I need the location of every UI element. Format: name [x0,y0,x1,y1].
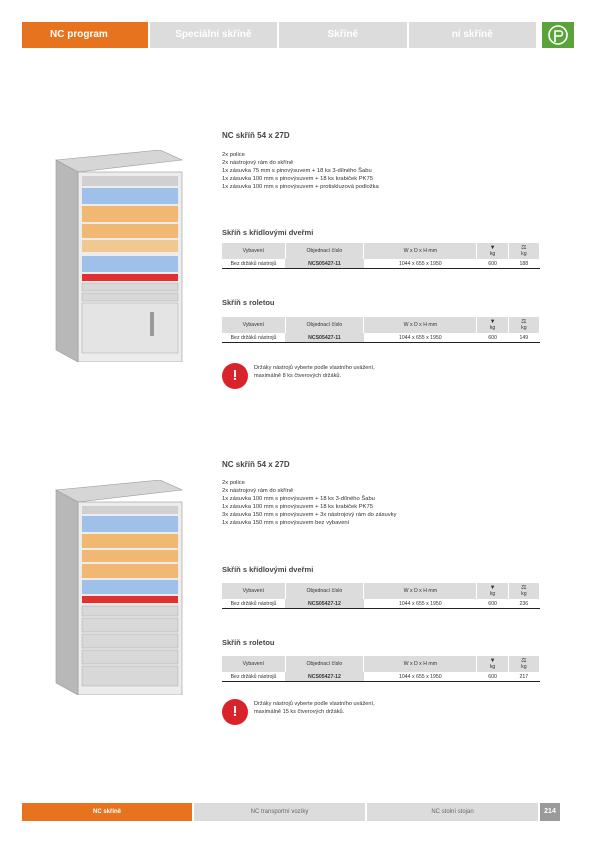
cell-equipment: Bez držáků nástrojů [222,259,285,269]
col-load: ▼ kg [477,583,508,599]
weight-icon: ⚖ [521,245,527,251]
table-title: Skříň s roletou [222,638,275,647]
table-title: Skříň s roletou [222,298,275,307]
warning-icon: ! [222,363,248,389]
cell-dimensions: 1044 x 655 x 1950 [364,599,477,609]
cell-order-number: NCS05427-12 [285,599,364,609]
table-row [222,599,540,609]
col-order-number: Objednací číslo [285,656,364,672]
note-line: Držáky nástrojů vyberte podle vlastního uvážení, [254,701,375,707]
section-2-description [222,479,396,527]
note-line: maximálně 8 ks čtverových držáků. [254,372,342,379]
product-table [222,317,540,343]
section-1-description [222,151,379,191]
product-table [222,243,540,269]
cell-dimensions: 1044 x 655 x 1950 [364,672,477,682]
brand-logo-icon [542,22,574,48]
col-weight: ⚖ kg [508,317,539,333]
warning-icon: ! [222,699,248,725]
col-equipment: Vybavení [222,656,285,672]
col-weight: ⚖ kg [508,656,539,672]
desc-line: 1x zásuvka 100 mm s pinovýsuvem + 18 ks krabiček PK75 [222,504,373,510]
desc-line: 2x police [222,480,245,486]
desc-line: 2x nástrojový rám do skříně [222,160,294,166]
col-weight: ⚖ kg [508,243,539,259]
footer-navigation [22,803,561,821]
cell-load: 600 [477,259,508,269]
cell-order-number: NCS05427-11 [285,333,364,343]
warning-note [222,363,442,391]
desc-line: 1x zásuvka 100 mm s pinovýsuvem + protiskluzová podložka [222,184,379,190]
product-table [222,656,540,682]
tab-wall-cabinets[interactable]: ní skříně [409,22,536,48]
product-table [222,583,540,609]
page-number: 214 [540,803,560,821]
col-load: ▼ kg [477,243,508,259]
desc-line: 1x zásuvka 75 mm s pinovýsuvem + 18 ks 3-dílného Šabu [222,168,372,174]
cabinet-image-1 [50,150,185,362]
cell-equipment: Bez držáků nástrojů [222,672,285,682]
cell-equipment: Bez držáků nástrojů [222,333,285,343]
col-order-number: Objednací číslo [285,583,364,599]
brand-logo [542,22,574,48]
tab-special-cabinets[interactable]: Speciální skříně [150,22,277,48]
section-1-title: NC skříň 54 x 27D [222,131,290,140]
weight-icon: ⚖ [521,319,527,325]
col-load: ▼ kg [477,656,508,672]
weight-icon: ⚖ [521,658,527,664]
col-weight: ⚖ kg [508,583,539,599]
footer-tab-nc-cabinets[interactable]: NC skříně [22,803,192,821]
load-icon: ▼ [489,585,496,591]
desc-line: 2x nástrojový rám do skříně [222,488,294,494]
top-navigation [22,22,574,48]
col-dimensions: W x D x H mm [364,243,477,259]
table-row [222,259,540,269]
cell-equipment: Bez držáků nástrojů [222,599,285,609]
load-icon: ▼ [489,658,496,664]
col-order-number: Objednací číslo [285,317,364,333]
table-title: Skříň s křídlovými dveřmi [222,565,314,574]
cell-load: 600 [477,599,508,609]
cell-dimensions: 1044 x 655 x 1950 [364,259,477,269]
col-equipment: Vybavení [222,583,285,599]
table-row [222,672,540,682]
cell-order-number: NCS05427-12 [285,672,364,682]
load-icon: ▼ [489,245,496,251]
cell-weight: 149 [508,333,539,343]
desc-line: 1x zásuvka 100 mm s pinovýsuvem + 18 ks krabiček PK75 [222,176,373,182]
col-dimensions: W x D x H mm [364,656,477,672]
desc-line: 2x police [222,152,245,158]
footer-tab-table-stand[interactable]: NC stolní stojan [367,803,538,821]
cell-weight: 188 [508,259,539,269]
col-equipment: Vybavení [222,243,285,259]
cell-weight: 217 [508,672,539,682]
cabinet-image-2 [50,480,185,695]
tab-nc-program[interactable]: NC program [22,22,148,48]
desc-line: 1x zásuvka 100 mm s pinovýsuvem + 18 ks 3-dílného Šabu [222,496,375,502]
desc-line: 3x zásuvka 150 mm s pinovýsuvem + 3x nástrojový rám do zásuvky [222,512,397,518]
table-title: Skříň s křídlovými dveřmi [222,228,314,237]
cell-load: 600 [477,672,508,682]
col-equipment: Vybavení [222,317,285,333]
cell-load: 600 [477,333,508,343]
note-line: Držáky nástrojů vyberte podle vlastního uvážení, [254,365,375,371]
col-load: ▼ kg [477,317,508,333]
cell-dimensions: 1044 x 655 x 1950 [364,333,477,343]
col-dimensions: W x D x H mm [364,583,477,599]
tab-cabinets[interactable]: Skříně [279,22,406,48]
cell-order-number: NCS05427-11 [285,259,364,269]
col-dimensions: W x D x H mm [364,317,477,333]
section-2-title: NC skříň 54 x 27D [222,460,290,469]
footer-tab-transport-trolleys[interactable]: NC transportní vozíky [194,803,365,821]
note-line: maximálně 15 ks čtverových držáků. [254,708,345,715]
table-row [222,333,540,343]
desc-line: 1x zásuvka 150 mm s pinovýsuvem bez vybavení [222,520,350,526]
load-icon: ▼ [489,319,496,325]
col-order-number: Objednací číslo [285,243,364,259]
warning-note [222,699,442,727]
weight-icon: ⚖ [521,585,527,591]
cell-weight: 236 [508,599,539,609]
